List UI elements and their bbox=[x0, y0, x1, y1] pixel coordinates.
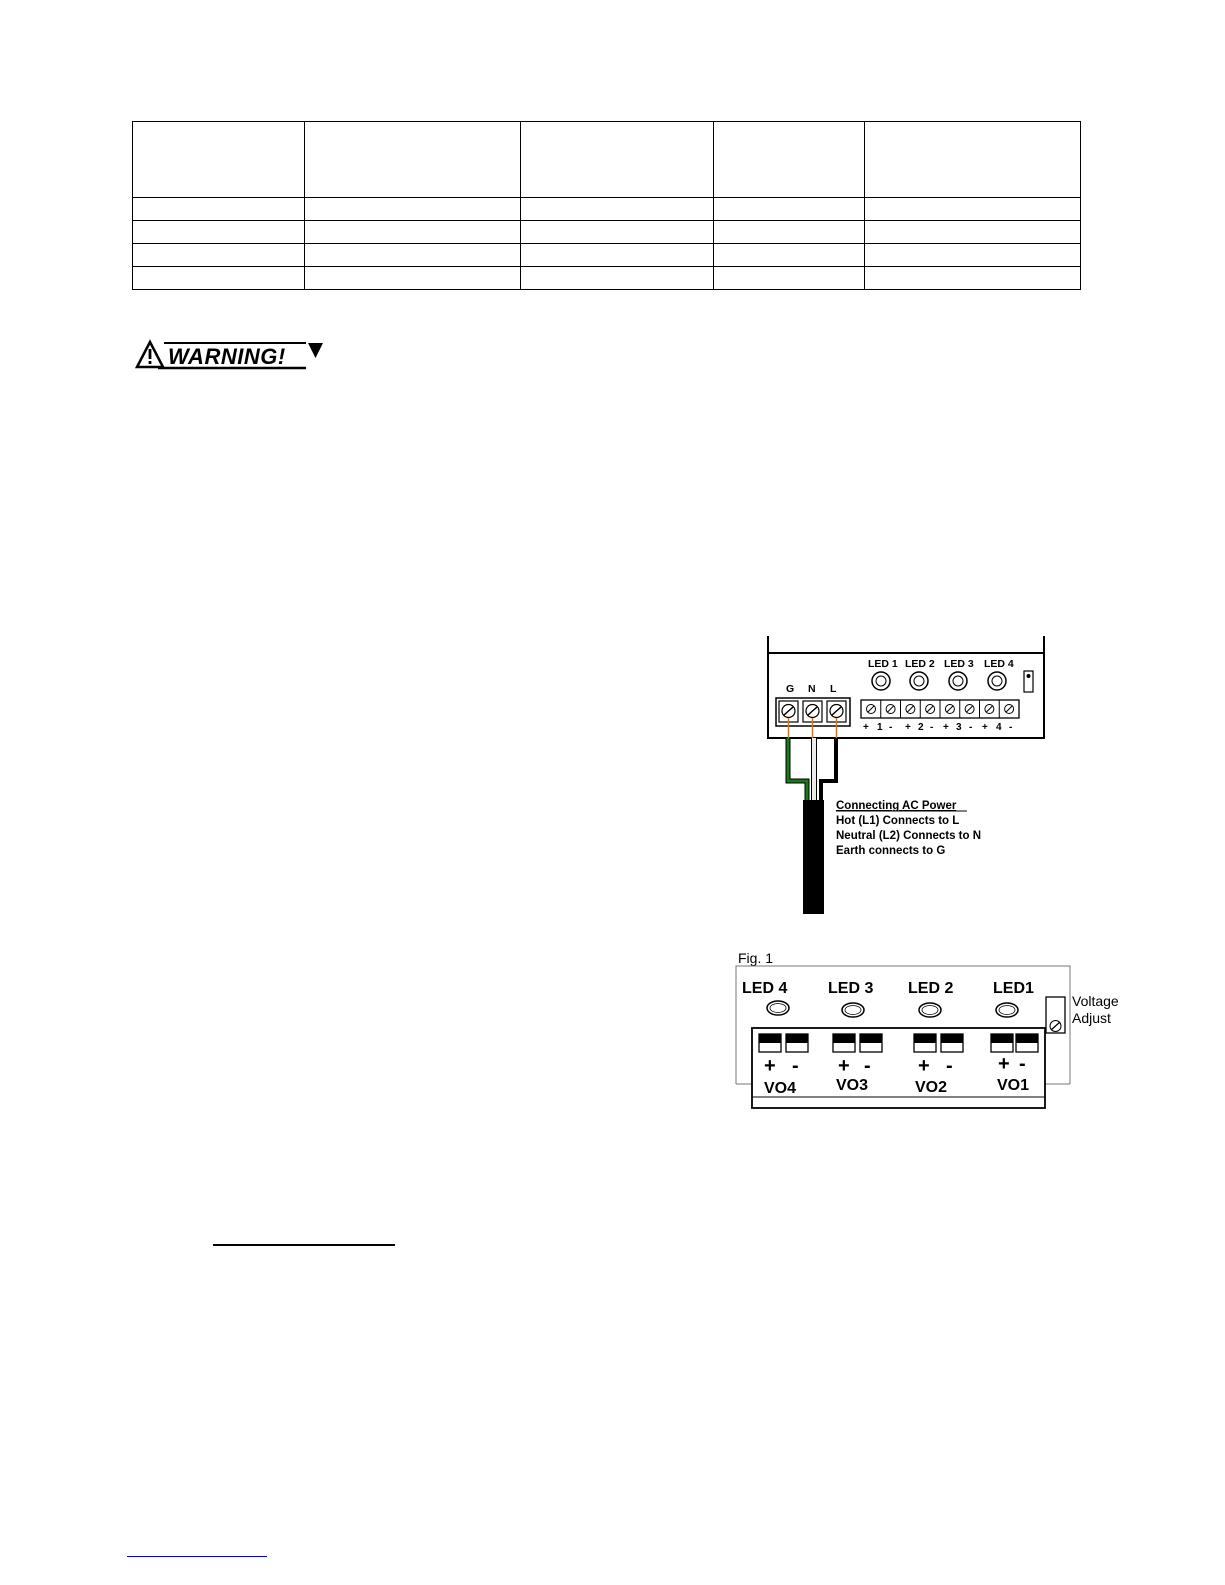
led-indicator bbox=[872, 672, 890, 690]
led-indicator bbox=[996, 1003, 1018, 1017]
table-cell bbox=[865, 122, 1081, 198]
table-cell bbox=[714, 267, 865, 290]
voltage-adjust-label: Adjust bbox=[1072, 1010, 1111, 1026]
table-cell bbox=[133, 221, 305, 244]
diagram-caption-line: Neutral (L2) Connects to N bbox=[836, 830, 982, 842]
polarity-minus: - bbox=[946, 1055, 953, 1077]
led-label: LED 3 bbox=[944, 658, 974, 670]
output-number: 1 bbox=[877, 722, 883, 733]
polarity-plus: + bbox=[998, 1053, 1010, 1075]
polarity-mark: + bbox=[905, 722, 911, 733]
spec-table bbox=[132, 121, 1081, 290]
output-number: 3 bbox=[956, 722, 962, 733]
table-row bbox=[133, 198, 1081, 221]
led-label: LED 4 bbox=[742, 980, 788, 997]
table-cell bbox=[865, 267, 1081, 290]
output-label: VO2 bbox=[915, 1079, 948, 1096]
ac-power-diagram bbox=[760, 630, 1014, 920]
led-label: LED 4 bbox=[984, 658, 1014, 670]
warning-label: WARNING! bbox=[168, 344, 286, 369]
output-label: VO4 bbox=[764, 1080, 797, 1097]
output-label: VO3 bbox=[836, 1077, 869, 1094]
diagram-caption-line: Earth connects to G bbox=[836, 845, 946, 857]
led-indicator bbox=[910, 672, 928, 690]
led-indicator bbox=[767, 1001, 789, 1015]
table-cell bbox=[521, 198, 714, 221]
table-row bbox=[133, 267, 1081, 290]
table-row bbox=[133, 221, 1081, 244]
voltage-adjust-label: Voltage bbox=[1072, 993, 1119, 1009]
output-number: 4 bbox=[996, 722, 1002, 733]
led-label: LED 2 bbox=[905, 658, 935, 670]
diagram-caption-title: Connecting AC Power bbox=[836, 800, 957, 812]
table-cell bbox=[714, 122, 865, 198]
voltage-adjust-pot bbox=[1046, 997, 1065, 1033]
table-cell bbox=[305, 221, 521, 244]
table-cell bbox=[521, 244, 714, 267]
led-indicator bbox=[988, 672, 1006, 690]
table-cell bbox=[714, 221, 865, 244]
fig1-diagram bbox=[730, 945, 1130, 1120]
table-cell bbox=[521, 122, 714, 198]
polarity-mark: + bbox=[863, 722, 869, 733]
output-label: VO1 bbox=[997, 1077, 1030, 1094]
warning-triangle-icon bbox=[137, 342, 163, 367]
table-cell bbox=[521, 221, 714, 244]
table-cell bbox=[133, 198, 305, 221]
polarity-plus: + bbox=[838, 1055, 850, 1077]
table-cell bbox=[133, 122, 305, 198]
table-cell bbox=[714, 244, 865, 267]
led-label: LED 3 bbox=[828, 980, 874, 997]
table-header-row bbox=[133, 122, 1081, 198]
figure-label: Fig. 1 bbox=[738, 950, 774, 966]
table-cell bbox=[865, 244, 1081, 267]
polarity-mark: - bbox=[969, 722, 973, 733]
output-number: 2 bbox=[918, 722, 924, 733]
warning-badge bbox=[136, 340, 326, 372]
table-cell bbox=[865, 221, 1081, 244]
diagram-caption-line: Hot (L1) Connects to L bbox=[836, 815, 960, 827]
terminal-label: L bbox=[830, 683, 837, 695]
warning-arrow-icon bbox=[308, 343, 323, 358]
polarity-mark: - bbox=[889, 722, 893, 733]
polarity-mark: + bbox=[943, 722, 949, 733]
table-cell bbox=[133, 244, 305, 267]
led-label: LED1 bbox=[993, 980, 1034, 997]
polarity-plus: + bbox=[764, 1055, 776, 1077]
section-heading-underline bbox=[213, 1244, 395, 1246]
polarity-minus: - bbox=[1019, 1053, 1026, 1075]
table-cell bbox=[521, 267, 714, 290]
led-label: LED 2 bbox=[908, 980, 954, 997]
table-cell bbox=[133, 267, 305, 290]
table-cell bbox=[305, 198, 521, 221]
table-cell bbox=[714, 198, 865, 221]
table-cell bbox=[305, 267, 521, 290]
voltage-adjust-pot bbox=[1024, 671, 1033, 692]
polarity-minus: - bbox=[792, 1055, 799, 1077]
terminal-label: N bbox=[808, 683, 816, 695]
table-cell bbox=[865, 198, 1081, 221]
terminal-label: G bbox=[786, 683, 795, 695]
ac-power-cable bbox=[788, 718, 837, 914]
output-terminal-block bbox=[861, 700, 1019, 718]
polarity-mark: - bbox=[930, 722, 934, 733]
led-indicator bbox=[842, 1003, 864, 1017]
polarity-plus: + bbox=[918, 1055, 930, 1077]
polarity-mark: + bbox=[982, 722, 988, 733]
led-label: LED 1 bbox=[868, 658, 898, 670]
table-row bbox=[133, 244, 1081, 267]
led-indicator bbox=[919, 1003, 941, 1017]
led-indicator bbox=[949, 672, 967, 690]
table-cell bbox=[305, 122, 521, 198]
table-cell bbox=[305, 244, 521, 267]
polarity-mark: - bbox=[1009, 722, 1013, 733]
polarity-minus: - bbox=[864, 1055, 871, 1077]
footer-link[interactable] bbox=[127, 1556, 267, 1557]
